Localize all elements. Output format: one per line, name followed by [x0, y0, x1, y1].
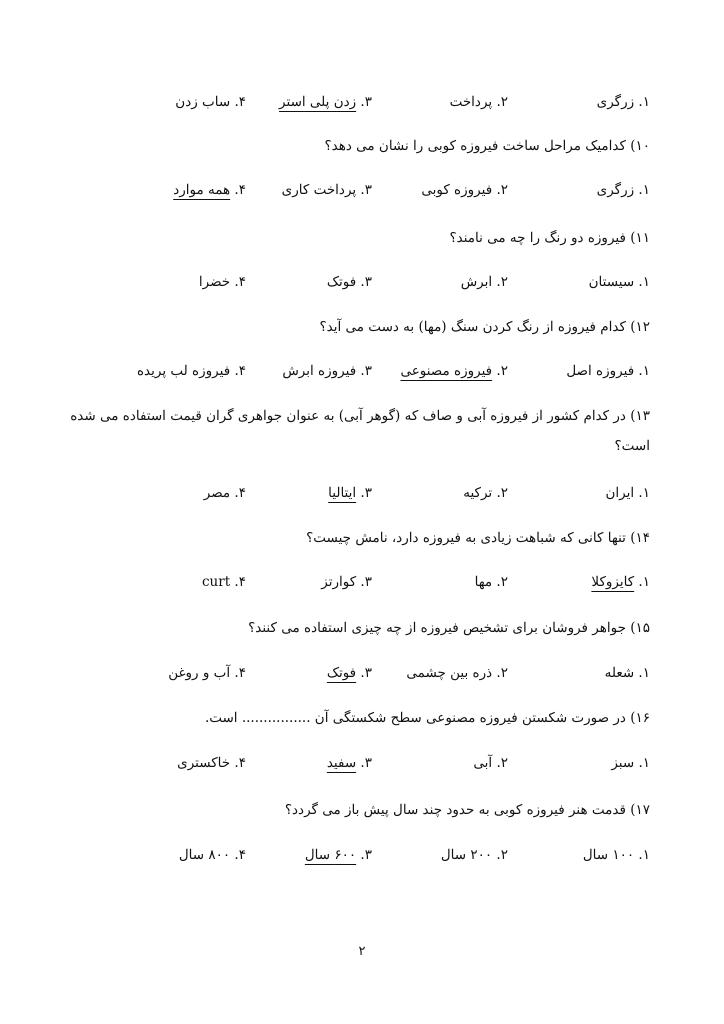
selected-answer: ایتالیا — [328, 485, 357, 501]
option-4: ۴. آب و روغن — [168, 665, 246, 681]
selected-answer: فوتک — [326, 665, 357, 681]
question-10: ۱۰) کدامیک مراحل ساخت فیروزه کوبی را نشان می دهد؟ — [324, 138, 650, 154]
option-4: ۴. فیروزه لب پریده — [136, 363, 246, 379]
options-row — [0, 481, 724, 505]
option-3: ۳. زدن پلی استر — [279, 94, 372, 110]
option-1: ۱. ۱۰۰ سال — [582, 847, 650, 863]
option-1: ۱. ایران — [605, 485, 650, 501]
option-4: ۴. curt — [202, 574, 246, 590]
question-17: ۱۷) قدمت هنر فیروزه کوبی به حدود چند سال پیش باز می گردد؟ — [284, 802, 650, 818]
option-2: ۲. آبی — [473, 755, 508, 771]
option-4: ۴. ساب زدن — [175, 94, 246, 110]
option-1: ۱. سیستان — [588, 274, 650, 290]
selected-answer: سفید — [326, 755, 357, 771]
option-2: ۲. ۲۰۰ سال — [440, 847, 508, 863]
options-row — [0, 178, 724, 202]
question-11: ۱۱) فیروزه دو رنگ را چه می نامند؟ — [449, 230, 650, 246]
option-2: ۲. ذره بین چشمی — [406, 665, 508, 681]
options-row — [0, 751, 724, 775]
option-1: ۱. زرگری — [596, 182, 650, 198]
selected-answer: ۶۰۰ سال — [304, 847, 357, 863]
option-4: ۴. خاکستری — [177, 755, 246, 771]
option-3: ۳. فوتک — [326, 665, 372, 681]
option-3: ۳. پرداخت کاری — [281, 182, 372, 198]
selected-answer: زدن پلی استر — [279, 94, 357, 110]
options-row — [0, 570, 724, 594]
option-2: ۲. فیروزه کوبی — [421, 182, 508, 198]
option-2: ۲. مها — [474, 574, 508, 590]
options-row — [0, 90, 724, 114]
selected-answer: همه موارد — [173, 182, 231, 198]
options-row — [0, 661, 724, 685]
options-row — [0, 359, 724, 383]
option-4: ۴. همه موارد — [173, 182, 246, 198]
options-row — [0, 843, 724, 867]
question-13: ۱۳) در کدام کشور از فیروزه آبی و صاف که (گوهر آبی) به عنوان جواهری گران قیمت استفاده می شده است؟ — [70, 408, 650, 454]
option-1: ۱. زرگری — [596, 94, 650, 110]
option-2: ۲. ابرش — [460, 274, 508, 290]
option-1: ۱. شعله — [604, 665, 650, 681]
option-1: ۱. سبز — [611, 755, 650, 771]
option-1: ۱. کایزوکلا — [591, 574, 650, 590]
question-12: ۱۲) کدام فیروزه از رنگ کردن سنگ (مها) به دست می آید؟ — [319, 319, 650, 335]
option-2: ۲. ترکیه — [463, 485, 508, 501]
selected-answer: فیروزه مصنوعی — [400, 363, 493, 379]
option-2: ۲. فیروزه مصنوعی — [400, 363, 508, 379]
option-3: ۳. فیروزه ابرش — [282, 363, 372, 379]
option-1: ۱. فیروزه اصل — [566, 363, 650, 379]
option-3: ۳. ۶۰۰ سال — [304, 847, 372, 863]
selected-answer: کایزوکلا — [591, 574, 635, 590]
option-3: ۳. کوارتز — [321, 574, 372, 590]
question-15: ۱۵) جواهر فروشان برای تشخیص فیروزه از چه چیزی استفاده می کنند؟ — [248, 620, 650, 636]
option-4: ۴. مصر — [203, 485, 246, 501]
question-14: ۱۴) تنها کانی که شباهت زیادی به فیروزه دارد، نامش چیست؟ — [306, 530, 650, 546]
question-16: ۱۶) در صورت شکستن فیروزه مصنوعی سطح شکستگی آن ................ است. — [204, 710, 650, 726]
option-3: ۳. فوتک — [326, 274, 372, 290]
option-3: ۳. سفید — [326, 755, 372, 771]
option-4: ۴. ۸۰۰ سال — [178, 847, 246, 863]
options-row — [0, 270, 724, 294]
option-2: ۲. پرداخت — [449, 94, 508, 110]
page-number: ۲ — [358, 944, 366, 959]
option-4: ۴. خضرا — [198, 274, 246, 290]
option-3: ۳. ایتالیا — [328, 485, 372, 501]
